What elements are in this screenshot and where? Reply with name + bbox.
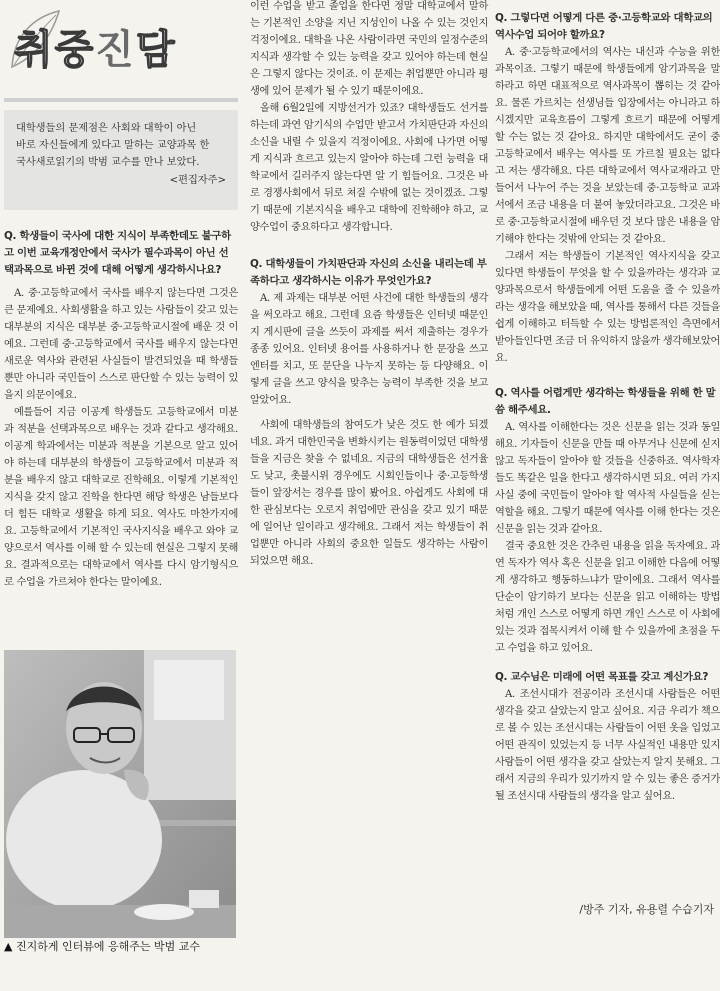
question-3: Q. 그렇다면 어떻게 다른 중·고등학교와 대학교의 역사수업 되어야 할까요? xyxy=(495,12,713,41)
answer-5-para-1: A. 조선시대가 전공이라 조선시대 사람들은 어떤 생각을 갖고 살았는지 알고 싶어요. 지금 우리가 책으로 볼 수 있는 조선시대는 사람들이 어떤 옷을 입었고 어떤 관직이 있었는지 등 너무 사실적인 내용만 있지 사람들이 어떤 생각을 갖고 살았는지 알지 못해요. 그래서 지금의 우리가 있기까지 알 수 있는 좋은 증거가 될 조선시대 사람들의 생각을 알고 싶어요. xyxy=(495,689,720,802)
section-title-part3: 담 xyxy=(135,27,177,73)
masthead-rule xyxy=(4,98,238,102)
intro-box xyxy=(4,110,238,210)
column-3 xyxy=(495,10,720,805)
answer-3-para-2: 그래서 저는 학생들이 기본적인 역사지식을 갖고 있다면 학생들이 무엇을 할 수 있을까라는 생각과 교양과목으로서 학생들에게 어떤 도움을 줄 수 있을까라는 생각을 해보았을 때, 역사를 통해서 다른 것들을 쉽게 이해하고 터득할 수 있는 방법론적인 측면에서 받아들인다면 조금 더 유익하지 않을까 생각해보았어요. xyxy=(495,251,720,364)
masthead xyxy=(4,0,238,100)
byline: /방주 기자, 유용렬 수습기자 xyxy=(579,903,714,916)
professor-photo-image xyxy=(4,650,236,938)
interview-photo xyxy=(4,650,236,938)
question-2: Q. 대학생들이 가치판단과 자신의 소신을 내리는데 부족하다고 생각하시는 이유가 무엇인가요? xyxy=(250,258,487,287)
section-title-part2: 진 xyxy=(95,27,136,73)
intro-line: 바로 자신들에게 있다고 말하는 교양과목 한 xyxy=(16,140,210,151)
section-title xyxy=(14,18,177,75)
answer-2-para-2: 사회에 대학생들의 참여도가 낮은 것도 한 예가 되겠네요. 과거 대한민국을 변화시키는 원동력이었던 대학생들을 지금은 찾을 수 없네요. 지금의 대학생들은 선거율도 낮고, 촛불시위 경우에도 시회인들이나 중·고등학생들이 앞장서는 경우를 많이 봤어요. 아쉽게도 사회에 대한 관심보다는 오로지 취업에만 관심을 갖고 있기 때문에 일어난 일이라고 생각해요. 그래서 저는 학생들이 취업뿐만 아니라 사회의 중요한 일들도 생각하는 사람이 되었으면 해요. xyxy=(250,420,488,567)
editor-note: <편집자주> xyxy=(169,175,226,186)
answer-4-para-2: 결국 중요한 것은 간추린 내용을 읽을 독자예요. 과연 독자가 역사 혹은 신문을 읽고 이해한 다음에 어떻게 생각하고 행동하느냐가 말이에요. 그래서 역사를 단순이 암기하기 보다는 신문을 읽고 이해하는 방법처럼 개인 스스로 어떻게 하면 개인 스스로 이 사회에 있는 것과 접목시켜서 이해 할 수 있을까에 초점을 두고 수업을 하고 있어요. xyxy=(495,541,720,654)
question-5: Q. 교수님은 미래에 어떤 목표를 갖고 계신가요? xyxy=(495,671,709,683)
answer-2-para-1: A. 제 과제는 대부분 어떤 사건에 대한 학생들의 생각을 써오라고 해요. 그런데 요즘 학생들은 인터넷 때문인지 게시판에 글을 쓰듯이 과제를 써서 제출하는 경우가 종종 있어요. 인터넷 용어를 사용하거나 한 문장을 쓰고 엔터를 치고, 또 문단을 나누지 못하는 등 다양해요. 이렇게 글을 쓰고 양식을 맞추는 능력이 부족한 것을 보고 알았어요. xyxy=(250,293,488,406)
intro-line: 대학생들의 문제점은 사회와 대학이 아닌 xyxy=(16,123,197,134)
answer-1-para-2: 예를들어 지금 이공계 학생들도 고등학교에서 미분과 적분을 선택과목으로 배우는 것과 같다고 생각해요. 이공계 학과에서는 미분과 적분을 기본으로 알고 있어야 하는데 대부분의 학생들이 고등학교에서 미분과 적분을 배우지 않고 대학교로 진학해요. 이렇게 기본적인 지식을 갖지 않고 진학을 한다면 해당 학생은 남들보다 더 힘든 대학교 생활을 하게 되요. 역사도 마찬가지에요. 고등학교에서 기본적인 국사지식을 배우고 와야 교양으로서 역사를 이해 할 수 있는데 현실은 그렇지 못해요. 결과적으로는 대학교에서 역사를 다시 암기형식으로 수업을 가르쳐야 한다는 말이예요. xyxy=(4,407,238,588)
answer-4-para-1: A. 역사를 이해한다는 것은 신문을 읽는 것과 동일해요. 기자들이 신문을 만들 때 아무거나 신문에 싣지 않고 독자들이 알아야 할 것들을 신중하죠. 역사학자들도 똑같은 일을 한다고 생각하시면 되요. 여러 가지 사실 중에 국민들이 알아야 할 역사적 사실들을 싣는 역할을 해요. 그렇기 때문에 역사를 이해 한다는 것은 신문을 읽는 것과 같아요. xyxy=(495,422,720,535)
column-1 xyxy=(4,228,238,591)
answer-1-continued-para-1: 이런 수업을 받고 졸업을 한다면 정말 대학교에서 말하는 기본적인 소양을 지닌 지성인이 나올 수 있는 것인지 걱정이에요. 대학을 나온 사람이라면 국민의 일정수준의 지식과 생각할 수 있는 능력을 갖고 있어야 하는데 현실은 그렇지 않다는 것이죠. 이 문제는 취업뿐만 아니라 평생에 있어 문제가 될 수 있기 때문이에요. xyxy=(250,1,488,97)
question-4: Q. 역사를 어렵게만 생각하는 학생들을 위해 한 말씀 해주세요. xyxy=(495,387,716,416)
answer-1-continued-para-2: 올해 6월2일에 지방선거가 있죠? 대학생들도 선거를 하는데 과연 암기식의 수업만 받고서 가치판단과 자신의 소신을 내릴 수 있을지 걱정이에요. 사회에 나가면 어떻게 지식과 흐르고 있는지 알아야 하는데 그런 능력을 대학교에서 길러주지 않는다면 알 기 힘들어요. 그것은 바로 경쟁사회에서 뒤로 쳐질 수밖에 없는 것이겠죠. 그렇기 때문에 기본지식을 배우고 대학에 진학해야 하고, 교양수업이 중요하다고 생각합니다. xyxy=(250,103,488,233)
question-1: Q. 학생들이 국사에 대한 지식이 부족한데도 불구하고 이번 교육개정안에서 국사가 필수과목이 아닌 선택과목으로 바뀐 것에 대해 어떻게 생각하시나요? xyxy=(4,230,231,276)
column-2 xyxy=(250,0,488,570)
section-title-part1: 취중 xyxy=(14,27,96,73)
photo-caption: ▲ 진지하게 인터뷰에 응해주는 박범 교수 xyxy=(4,938,236,956)
answer-1-para-1: A. 중·고등학교에서 국사를 배우지 않는다면 그것은 큰 문제예요. 사회생활을 하고 있는 사람들이 갖고 있는 대부분의 지식은 대부분 중·고등학교시절에 배운 것 이예요. 그런데 중·고등학교에서 국사를 배우지 않는다면 새로운 역사와 관련된 사실들이 발견되었을 때 학생들뿐만 아니라 국민들이 스스로 판단할 수 있는 능력이 있을지 의문이에요. xyxy=(4,288,238,401)
intro-line: 국사새로읽기의 박범 교수를 만나 보았다. xyxy=(16,157,200,168)
answer-3-para-1: A. 중·고등학교에서의 역사는 내신과 수능을 위한 과목이죠. 그렇기 때문에 학생들에게 암기과목을 말하라고 하면 대표적으로 역사과목이 뽑히는 것 같아요. 물론 가르치는 선생님들 입장에서는 아니라고 하시겠지만 교육흐름이 그렇게 흐르기 때문에 어떻게 할 수는 없는 것 같아요. 하지만 대학에서도 굳이 중고등학교에서 배우는 역사를 또 가르칠 필요는 없다고 저는 생각해요. 다른 대학교에서 역사교재라고 만들어서 나누어 주는 것을 보았는데 중·고등학교 교과서에서 조금 내용을 더 붙여 놓았더라고요. 그것은 바로 중·고등학교시절에 배우던 것 보다 많은 내용을 암기해야 한다는 것밖에 안되는 것 같아요. xyxy=(495,47,720,245)
